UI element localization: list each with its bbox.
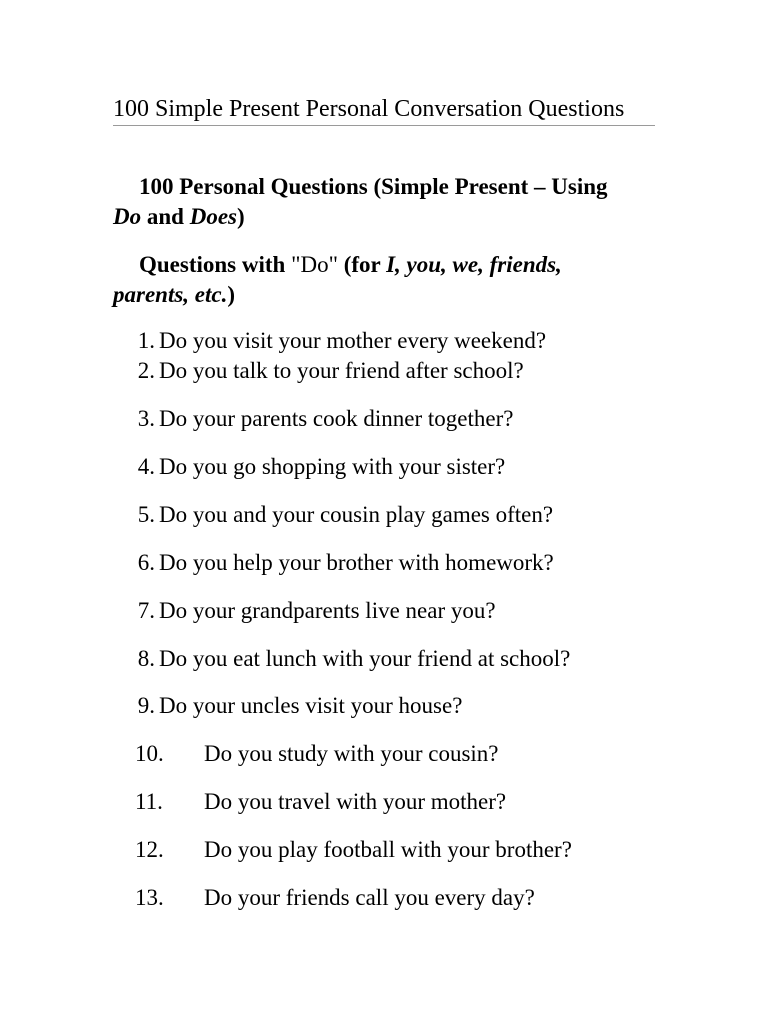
- list-item-number: 9.: [137, 693, 155, 718]
- subsection-prefix: Questions with: [139, 252, 292, 277]
- list-item-text: Do you study with your cousin?: [204, 741, 499, 766]
- list-item-text: Do you visit your mother every weekend?: [159, 328, 547, 353]
- list-item-text: Do you and your cousin play games often?: [159, 502, 554, 527]
- list-item-number: 10.: [135, 741, 164, 766]
- subsection-close-paren: ): [227, 282, 236, 307]
- list-item-number: 3.: [137, 406, 155, 431]
- section-heading-line2: [113, 202, 673, 232]
- list-item-number: 12.: [135, 837, 164, 862]
- document-title: 100 Simple Present Personal Conversation Questions: [113, 94, 655, 126]
- quoted-do: "Do": [291, 252, 338, 277]
- subsection-heading-line2: [113, 280, 673, 310]
- heading-close-paren: ): [237, 204, 245, 229]
- subsection-heading: [113, 250, 673, 310]
- list-item-text: Do your grandparents live near you?: [159, 598, 496, 623]
- list-item-number: 5.: [137, 502, 155, 527]
- list-item-number: 7.: [137, 598, 155, 623]
- for-open: (for: [337, 252, 387, 277]
- list-item-text: Do you talk to your friend after school?: [159, 358, 524, 383]
- list-item-number: 13.: [135, 885, 164, 910]
- pronouns-list: I, you, we, friends,: [386, 252, 562, 277]
- list-item-number: 2.: [137, 358, 155, 383]
- subsection-heading-line1: [113, 250, 673, 280]
- and-word: and: [141, 204, 190, 229]
- list-item-text: Do your uncles visit your house?: [159, 693, 463, 718]
- list-item-number: 8.: [137, 646, 155, 671]
- list-item-number: 1.: [137, 328, 155, 353]
- list-item-number: 6.: [137, 550, 155, 575]
- list-item-text: Do you go shopping with your sister?: [159, 454, 506, 479]
- do-word: Do: [113, 204, 142, 229]
- list-item-number: 4.: [137, 454, 155, 479]
- list-item-text: Do you travel with your mother?: [204, 789, 507, 814]
- list-item-text: Do your friends call you every day?: [204, 885, 535, 910]
- list-item-number: 11.: [135, 789, 163, 814]
- section-heading-line1: [113, 172, 673, 202]
- does-word: Does: [189, 204, 237, 229]
- list-item-text: Do you help your brother with homework?: [159, 550, 554, 575]
- pronouns-list-cont: parents, etc.: [113, 282, 228, 307]
- section-heading-text: 100 Personal Questions (Simple Present – Using: [139, 174, 608, 199]
- list-item-text: Do you play football with your brother?: [204, 837, 572, 862]
- section-heading: [113, 172, 673, 232]
- list-item-text: Do your parents cook dinner together?: [159, 406, 514, 431]
- list-item-text: Do you eat lunch with your friend at school?: [159, 646, 571, 671]
